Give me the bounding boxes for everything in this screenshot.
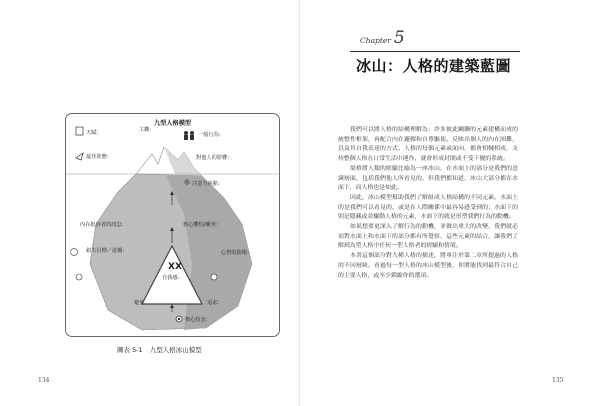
caption-number: 圖表 5-1 (117, 346, 143, 354)
label-talent: 天賦： (86, 130, 102, 136)
caption-text: 九型人格冰山模型 (149, 346, 202, 354)
self-symbol: ⅩⅩ (168, 262, 182, 272)
left-page-number: 134 (38, 377, 50, 384)
label-general-behavior: 一般行為： (198, 132, 224, 138)
label-core-fears: 核心懼怕/衝突： (183, 222, 222, 228)
figure-caption (117, 345, 202, 354)
right-page-number: 135 (552, 377, 564, 384)
label-lost-goal: 錯失目標／滋擾： (86, 248, 128, 254)
iceberg-figure (65, 113, 280, 337)
label-soul: 主觀： (139, 127, 155, 133)
label-mental-defense: 心智的防衛： (221, 250, 253, 256)
paragraph-4: 如果想要更深入了解行為的動機，並做出重大的改變，我們就必須對水面上和水面下的部分都有所覺察，這些元素的結合，讓我們了解到為型人格中任何一型人格者的經驗和情境。 (338, 224, 518, 250)
paragraph-1: 我們可以將人格的結構理解為：許多彼此關聯的元素建構而成的統整性框架，再配合內在邏輯和自尊驅使。反映出個人的內在困難，以及其自我表達的方式。人格的每個元素或面向，都會相輔相成，支持整個人格在日常生活中運作，就會形成封閉或不受干擾的系統。 (338, 127, 518, 163)
paragraph-3: 因此，冰山模型幫助我們了解組成人格結構的不同元素。水面上的是我們可以看見的，或是在人際關係中最容易感受到的；水面下的則是隱藏或並驅動人格的元素，水面下的就是形塑我們行為的動機。 (338, 194, 518, 221)
label-self-image: 自我感： (162, 275, 183, 281)
label-core-belief: 核心信念： (185, 317, 211, 323)
chapter-number: 5 (393, 28, 405, 48)
label-pursuit: 追求： (207, 300, 223, 306)
label-avoidance: 避免： (134, 300, 150, 306)
label-strengths: 最佳狀態： (86, 154, 112, 160)
paragraph-5: 本書這個部分對九種人格的描述，將專注於第二章所提過的人格的不同層級。看過每一型人格的冰山模型後，你將能找到最符合自己的主要人格，或至少鎖縮你的選項。 (338, 253, 518, 279)
book-gutter (299, 0, 300, 406)
chapter-label (360, 28, 405, 48)
chapter-title: 冰山：人格的建築藍圖 (356, 57, 512, 75)
label-attention-focus: 注意力焦點： (192, 181, 224, 187)
paragraph-2: 榮格將人類的經驗比喻為一座冰山，在水面上的部分是我們的意識層面，包括我們他人所看見的，但我們都知道，冰山大部分都在水面下，而人格也是如此。 (338, 165, 518, 192)
chapter-word: Chapter (360, 36, 391, 45)
body-text (338, 126, 518, 281)
label-inner-critic: 內在批評者的訊息： (80, 222, 127, 228)
chapter-rule (350, 51, 520, 52)
figure-title: 九型人格模型 (154, 120, 192, 127)
label-impact-on-others: 對他人的影響： (196, 155, 233, 161)
